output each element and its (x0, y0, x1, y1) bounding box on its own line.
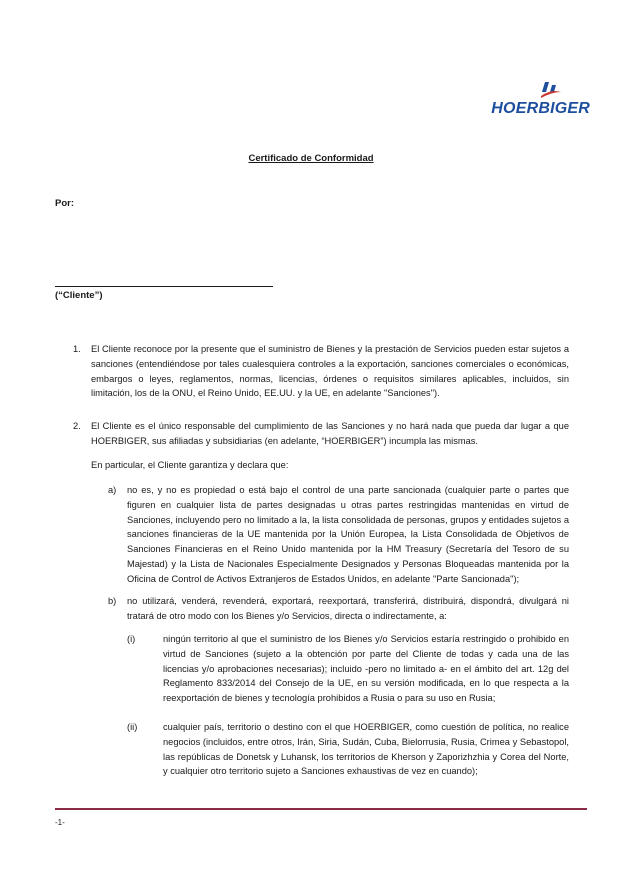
sub-item-number: a) (108, 485, 117, 495)
section-number: 1. (73, 344, 81, 354)
sub-item-text: no es, y no es propiedad o está bajo el control de una parte sancionada (cualquier parte o partes que figuren en cualquier lista de partes designadas u otras partes restringidas mantenidas en virtud de Sanciones, incluyendo pero no limitado a la, la lista consolidada de personas, grupos y entidades sujetos a sanciones financieras de la UE mantenida por la Unión Europea, la Lista Consolidada de Objetivos de Sanciones Financieras en el Reino Unido mantenida por la HM Treasury (Secretaría del Tesoro de su Majestad) y la Lista de Nacionales Especialmente Designados y Personas Bloqueadas mantenida por la Oficina de Control de Activos Extranjeros de Estados Unidos, en adelante "Parte Sancionada"); (127, 485, 569, 584)
roman-item-text: cualquier país, territorio o destino con el que HOERBIGER, como cuestión de política, no realice negocios (incluidos, entre otros, Irán, Siria, Sudán, Cuba, Bielorrusia, Rusia, Crimea y Sebastopol, las repúblicas de Donetsk y Luhansk, los territorios de Kherson y Zaporizhzhia y Corea del Norte, y cualquier otro territorio sujeto a Sanciones exhaustivas de vez en cuando); (163, 722, 569, 777)
section-text: El Cliente reconoce por la presente que el suministro de Bienes y la prestación de Servicios pueden estar sujetos a sanciones (entendiéndose por tales cualesquiera controles a la exportación, sanciones comerciales o económicas, embargos o leyes, reglamentos, normas, licencias, órdenes o requisitos similares aplicables, incluidos, sin limitación, los de la ONU, el Reino Unido, EE.UU. y la UE, en adelante "Sanciones"). (91, 344, 569, 399)
guarantee-intro: En particular, el Cliente garantiza y declara que: (91, 460, 289, 470)
por-label: Por: (55, 198, 74, 209)
sub-item-number: b) (108, 596, 117, 606)
page-number: -1- (55, 818, 65, 827)
signature-line (55, 286, 273, 287)
sub-item-text: no utilizará, venderá, revenderá, exportará, reexportará, transferirá, distribuirá, dispondrá, divulgará ni tratará de otro modo con los Bienes y/o Servicios, directa o indirectamente, a: (127, 596, 569, 621)
roman-item-number: (i) (127, 634, 136, 644)
hoerbiger-logo-icon (540, 80, 562, 100)
footer-divider (55, 808, 587, 810)
cliente-label: (“Cliente”) (55, 290, 103, 301)
roman-item-text: ningún territorio al que el suministro de los Bienes y/o Servicios estaría restringido o prohibido en virtud de Sanciones (sujeto a la obtención por parte del Cliente de todas y cada una de las licencias y/o aprobaciones necesarias); incluido -pero no limitado a- en el ámbito del art. 12g del Reglamento 833/2014 del Consejo de la UE, en su versión modificada, en lo que respecta a la reexportación de bienes y tecnología prohibidos a Rusia o para su uso en Rusia; (163, 634, 569, 704)
roman-item-number: (ii) (127, 722, 138, 732)
section-number: 2. (73, 421, 81, 431)
hoerbiger-logo (480, 80, 590, 122)
section-text: El Cliente es el único responsable del cumplimiento de las Sanciones y no hará nada que pueda dar lugar a que HOERBIGER, sus afiliadas y subsidiarias (en adelante, “HOERBIGER”) incumpla las mismas. (91, 421, 569, 446)
document-title: Certificado de Conformidad (248, 153, 374, 164)
logo-wordmark: HOERBIGER (491, 100, 590, 117)
